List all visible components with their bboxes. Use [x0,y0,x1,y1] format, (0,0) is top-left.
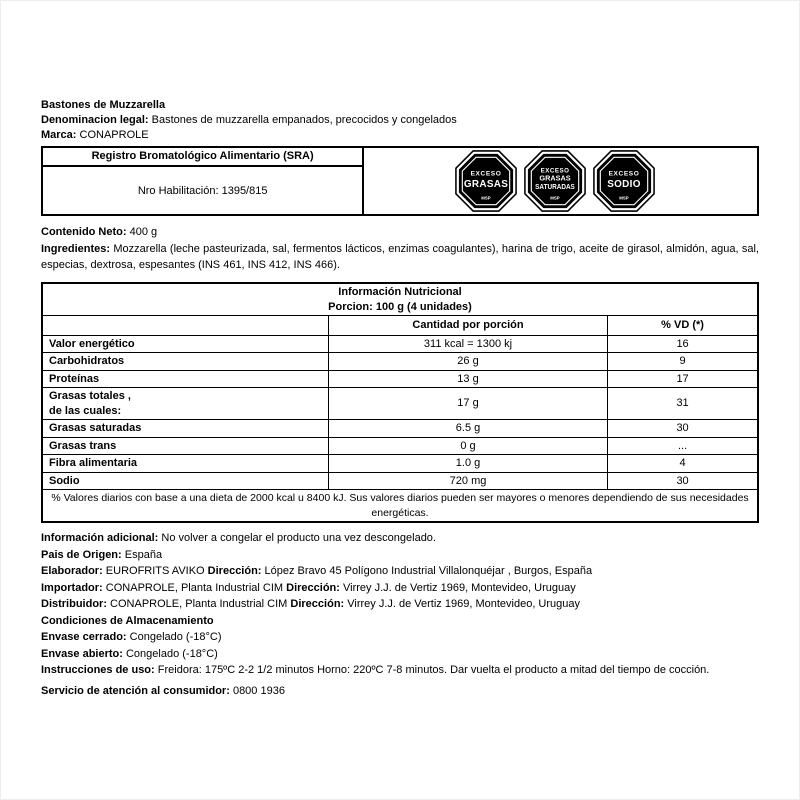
nutrient-label [42,388,328,420]
nutrient-label-line1: Grasas totales , [49,390,131,402]
nutrient-amount: 17 g [328,388,607,420]
exceso-grasas-saturadas-seal-icon [524,150,586,212]
nutrient-amount: 26 g [328,353,607,371]
nutrient-vd: 16 [608,335,758,353]
table-row [42,388,758,420]
nutrient-label: Proteínas [42,370,328,388]
nutrition-footnote: % Valores diarios con base a una dieta de 2000 kcal u 8400 kJ. Sus valores diarios pueden ser mayores o menores dependiendo de sus necesidades energéticas. [42,490,758,523]
elaborador-direccion-label: Dirección: [207,565,262,577]
nutrient-amount: 1.0 g [328,455,607,473]
denominacion-value: Bastones de muzzarella empanados, precocidos y congelados [148,114,457,126]
pais-origen-label: Pais de Origen: [41,548,122,561]
nutrient-vd: 4 [608,455,758,473]
nutrient-amount: 13 g [328,370,607,388]
informacion-adicional-label: Información adicional: [41,532,159,544]
nutrition-title-row [42,283,758,316]
importador-label: Importador: [41,581,103,594]
marca-label: Marca: [41,129,77,141]
nutrition-footnote-row [42,490,758,523]
nutrient-amount: 0 g [328,437,607,455]
servicio-atencion-label: Servicio de atención al consumidor: [41,684,230,697]
exceso-grasas-seal-icon [455,150,517,212]
nutrient-label: Grasas saturadas [42,420,328,438]
envase-cerrado-value: Congelado (-18°C) [126,631,222,643]
distribuidor-direccion-label: Dirección: [290,598,345,610]
nutrition-table [41,282,759,523]
importador-direccion-value: Virrey J.J. de Vertiz 1969, Montevideo, Uruguay [339,581,576,594]
nutrition-header-amount: Cantidad por porción [328,316,607,336]
seal-main-word-2: SATURADAS [534,181,575,191]
servicio-atencion-value: 0800 1936 [229,684,285,697]
seal-agency: MSP [549,195,560,201]
nutrient-label: Fibra alimentaria [42,455,328,473]
envase-cerrado-line [41,629,759,646]
condiciones-title-text: Condiciones de Almacenamiento [41,614,214,627]
seal-agency: MSP [618,195,629,201]
instrucciones-line [41,662,759,679]
nutrient-amount: 311 kcal = 1300 kj [328,335,607,353]
registro-title: Registro Bromatológico Alimentario (SRA) [43,148,362,167]
ingredientes-value: Mozzarella (leche pasteurizada, sal, fermentos lácticos, enzimas coagulantes), harina de trigo, aceite de girasol, almidón, agua, sal, especias, dextrosa, espesantes (INS 461, INS 412, INS 466). [41,243,759,271]
instrucciones-value: Freidora: 175ºC 2-2 1/2 minutos Horno: 220ºC 7-8 minutos. Dar vuelta el producto a mitad del tiempo de cocción. [154,664,710,676]
registro-cell [43,148,364,214]
distribuidor-direccion-value: Virrey J.J. de Vertiz 1969, Montevideo, Uruguay [344,598,581,610]
importador-value: CONAPROLE, Planta Industrial CIM [102,581,287,594]
envase-abierto-value: Congelado (-18°C) [122,647,218,660]
nutrient-vd: 30 [608,472,758,490]
elaborador-value: EUROFRITS AVIKO [102,565,208,577]
envase-cerrado-label: Envase cerrado: [41,631,127,643]
table-row [42,370,758,388]
contenido-neto-value: 400 g [126,226,158,238]
seal-main-word: GRASAS [539,173,571,183]
details-block [41,530,759,699]
nutrition-header-empty [42,316,328,336]
nutrient-amount: 6.5 g [328,420,607,438]
table-row [42,455,758,473]
informacion-adicional-line [41,530,759,547]
elaborador-line [41,563,759,580]
ingredientes-paragraph [41,242,759,273]
importador-direccion-label: Dirección: [286,581,340,594]
product-name-text: Bastones de Muzzarella [41,99,166,111]
nutrient-label: Grasas trans [42,437,328,455]
exceso-sodio-seal-icon [593,150,655,212]
nutrition-title-cell [42,283,758,316]
nutrition-header-row [42,316,758,336]
nutrient-vd: ... [608,437,758,455]
seal-top-word: EXCESO [608,170,640,178]
denominacion-line [41,113,759,128]
envase-abierto-label: Envase abierto: [41,647,123,660]
distribuidor-line [41,596,759,613]
table-row [42,472,758,490]
nutrient-vd: 9 [608,353,758,371]
marca-line [41,128,759,143]
pais-origen-value: España [121,548,163,561]
distribuidor-label: Distribuidor: [41,598,107,610]
nutrient-vd: 30 [608,420,758,438]
nutrition-header-vd: % VD (*) [608,316,758,336]
registro-table [41,146,759,216]
seal-agency: MSP [480,195,491,201]
elaborador-direccion-value: López Bravo 45 Polígono Industrial Villalonquéjar , Burgos, España [261,565,593,577]
contenido-neto-line [41,225,759,240]
nutrient-label: Carbohidratos [42,353,328,371]
envase-abierto-line [41,646,759,663]
instrucciones-label: Instrucciones de uso: [41,664,155,676]
nutrient-label-line2: de las cuales: [49,404,122,417]
table-row [42,437,758,455]
warning-seals [364,148,757,214]
denominacion-label: Denominacion legal: [41,114,149,126]
seal-top-word: EXCESO [540,167,570,175]
importador-line [41,580,759,597]
informacion-adicional-value: No volver a congelar el producto una vez descongelado. [158,532,436,544]
nutrition-portion: Porcion: 100 g (4 unidades) [328,300,472,313]
distribuidor-value: CONAPROLE, Planta Industrial CIM [107,598,291,610]
nutrition-title: Información Nutricional [338,286,462,298]
nutrient-vd: 17 [608,370,758,388]
nutrient-label: Valor energético [42,335,328,353]
condiciones-title [41,613,759,630]
pais-origen-line [41,547,759,564]
table-row [42,353,758,371]
servicio-atencion-line [41,683,759,700]
ingredientes-label: Ingredientes: [41,243,111,255]
marca-value: CONAPROLE [76,129,149,141]
contenido-neto-label: Contenido Neto: [41,226,127,238]
table-row [42,420,758,438]
nutrient-vd: 31 [608,388,758,420]
seal-main-word: SODIO [606,178,641,190]
elaborador-label: Elaborador: [41,565,103,577]
nutrient-label: Sodio [42,472,328,490]
nutrient-amount: 720 mg [328,472,607,490]
seal-top-word: EXCESO [470,170,502,178]
table-row [42,335,758,353]
registro-habilitacion: Nro Habilitación: 1395/815 [137,184,268,197]
seal-main-word: GRASAS [463,178,508,190]
product-name [41,98,759,113]
